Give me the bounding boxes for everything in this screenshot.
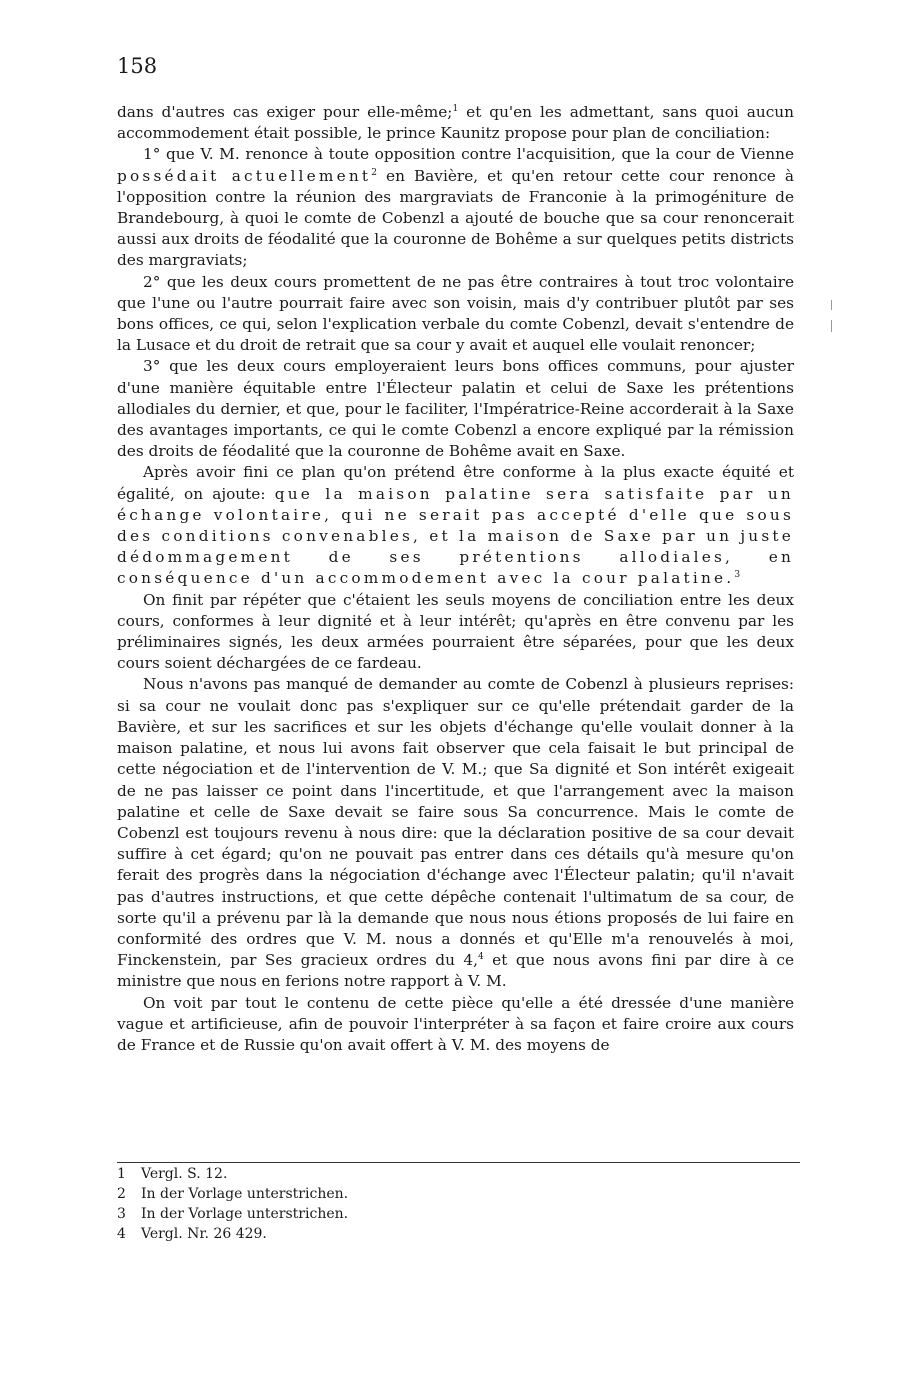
emphasized-text: possédait actuellement (117, 166, 372, 185)
paragraph (117, 462, 794, 589)
emphasized-text: que la maison palatine sera satisfaite par un échange volontaire, qui ne serait pas accepté d'elle que sous des conditions convenables, et la maison de Saxe par un juste dédommagement de ses prétentions allodiales, en conséquence d'un accommodement avec la cour palatine. (117, 484, 794, 588)
main-text (117, 102, 794, 1056)
footnote-text: Vergl. Nr. 26 429. (141, 1226, 267, 1242)
text-run: 1° que V. M. renonce à toute opposition contre l'acquisition, que la cour de Vienne (143, 145, 794, 164)
text-run: On finit par répéter que c'étaient les seuls moyens de conciliation entre les deux cours, conformes à leur dignité et à leur intérêt; qu'après en être convenu par les préliminaires signés, les deux armées pourraient être séparées, pour que les deux cours soient déchargées de ce fardeau. (117, 590, 794, 673)
paragraph (117, 590, 794, 675)
footnote (117, 1204, 794, 1224)
text-run: et que nous avons fini par dire à ce ministre que nous en ferions notre rapport à V. M. (117, 951, 794, 991)
text-run: Après avoir fini ce plan qu'on prétend être conforme à la plus exacte équité et égalité, on ajoute: (117, 463, 794, 503)
text-run: On voit par tout le contenu de cette pièce qu'elle a été dressée d'une manière vague et artificieuse, afin de pouvoir l'interpréter à sa façon et faire croire aux cours de France et de Russie qu'on avait offert à V. M. des moyens de (117, 993, 794, 1054)
text-run: en Bavière, et qu'en retour cette cour renonce à l'opposition contre la réunion des margraviats de Franconie à la primogéniture de Brandebourg, à quoi le comte de Cobenzl a ajouté de bouche que sa cour renoncerait aussi aux droits de féodalité que la couronne de Bohême a sur quelques petits districts des margraviats; (117, 166, 794, 270)
footnote-text: Vergl. S. 12. (141, 1166, 228, 1182)
footnote (117, 1224, 794, 1244)
footnote-ref: 1 (452, 104, 459, 114)
footnote-rule (117, 1162, 800, 1163)
text-run: dans d'autres cas exiger pour elle-même; (117, 103, 453, 121)
footnote-text: In der Vorlage unterstrichen. (141, 1186, 349, 1202)
footnote-number: 1 (117, 1166, 126, 1182)
footnote-ref: 2 (371, 167, 377, 178)
footnote-ref: 3 (734, 570, 741, 581)
text-run: et qu'en les admettant, sans quoi aucun accommodement était possible, le prince Kaunitz propose pour plan de conciliation: (117, 103, 794, 143)
paragraph (117, 102, 794, 144)
footnote-number: 4 (117, 1226, 126, 1242)
text-run: 2° que les deux cours promettent de ne pas être contraires à tout troc volontaire que l'une ou l'autre pourrait faire avec son voisin, mais d'y contribuer plutôt par ses bons offices, ce qui, selon l'explication verbale du comte Cobenzl, devait s'entendre de la Lusace et du droit de retrait que sa cour y avait et auquel elle voulait renoncer; (117, 272, 794, 355)
paragraph (117, 144, 794, 271)
footnotes (117, 1164, 794, 1244)
footnote (117, 1164, 794, 1184)
footnote (117, 1184, 794, 1204)
footnote-ref: 4 (478, 952, 484, 963)
page-number: 158 (117, 54, 158, 78)
footnote-number: 2 (117, 1186, 126, 1202)
footnote-text: In der Vorlage unterstrichen. (141, 1206, 349, 1222)
margin-mark (831, 320, 832, 332)
margin-mark (831, 300, 832, 310)
paragraph (117, 674, 794, 992)
text-run: 3° que les deux cours employeraient leurs bons offices communs, pour ajuster d'une manière équitable entre l'Électeur palatin et celui de Saxe les prétentions allodiales du dernier, et que, pour le faciliter, l'Impératrice-Reine accorderait à la Saxe des avantages importants, ce qui le comte Cobenzl a encore expliqué par la rémission des droits de féodalité que la couronne de Bohême avait en Saxe. (117, 357, 794, 461)
paragraph (117, 356, 794, 462)
paragraph (117, 993, 794, 1057)
text-run: Nous n'avons pas manqué de demander au comte de Cobenzl à plusieurs reprises: si sa cour ne voulait donc pas s'expliquer sur ce qu'elle prétendait garder de la Bavière, et sur les sacrifices et sur les objets d'échange qu'elle voulait donner à la maison palatine, et nous lui avons fait observer que cela faisait le but principal de cette négociation et de l'intervention de V. M.; que Sa dignité et Son intérêt exigeait de ne pas laisser ce point dans l'incertitude, et que l'arrangement avec la maison palatine et celle de Saxe devait se faire sous Sa concurrence. Mais le comte de Cobenzl est toujours revenu à nous dire: que la déclaration positive de sa cour devait suffire à cet égard; qu'on ne pouvait pas entrer dans ces détails qu'à mesure qu'on ferait des progrès dans la négociation d'échange avec l'Électeur palatin; qu'il n'avait pas d'autres instructions, et que cette dépêche contenait l'ultimatum de sa cour, de sorte qu'il a prévenu par là la demande que nous nous étions proposés de lui faire en conformité des ordres que V. M. nous a donnés et qu'Elle m'a renouvelés à moi, Finckenstein, par Ses gracieux ordres du 4, (117, 675, 794, 970)
footnote-number: 3 (117, 1206, 126, 1222)
paragraph (117, 272, 794, 357)
